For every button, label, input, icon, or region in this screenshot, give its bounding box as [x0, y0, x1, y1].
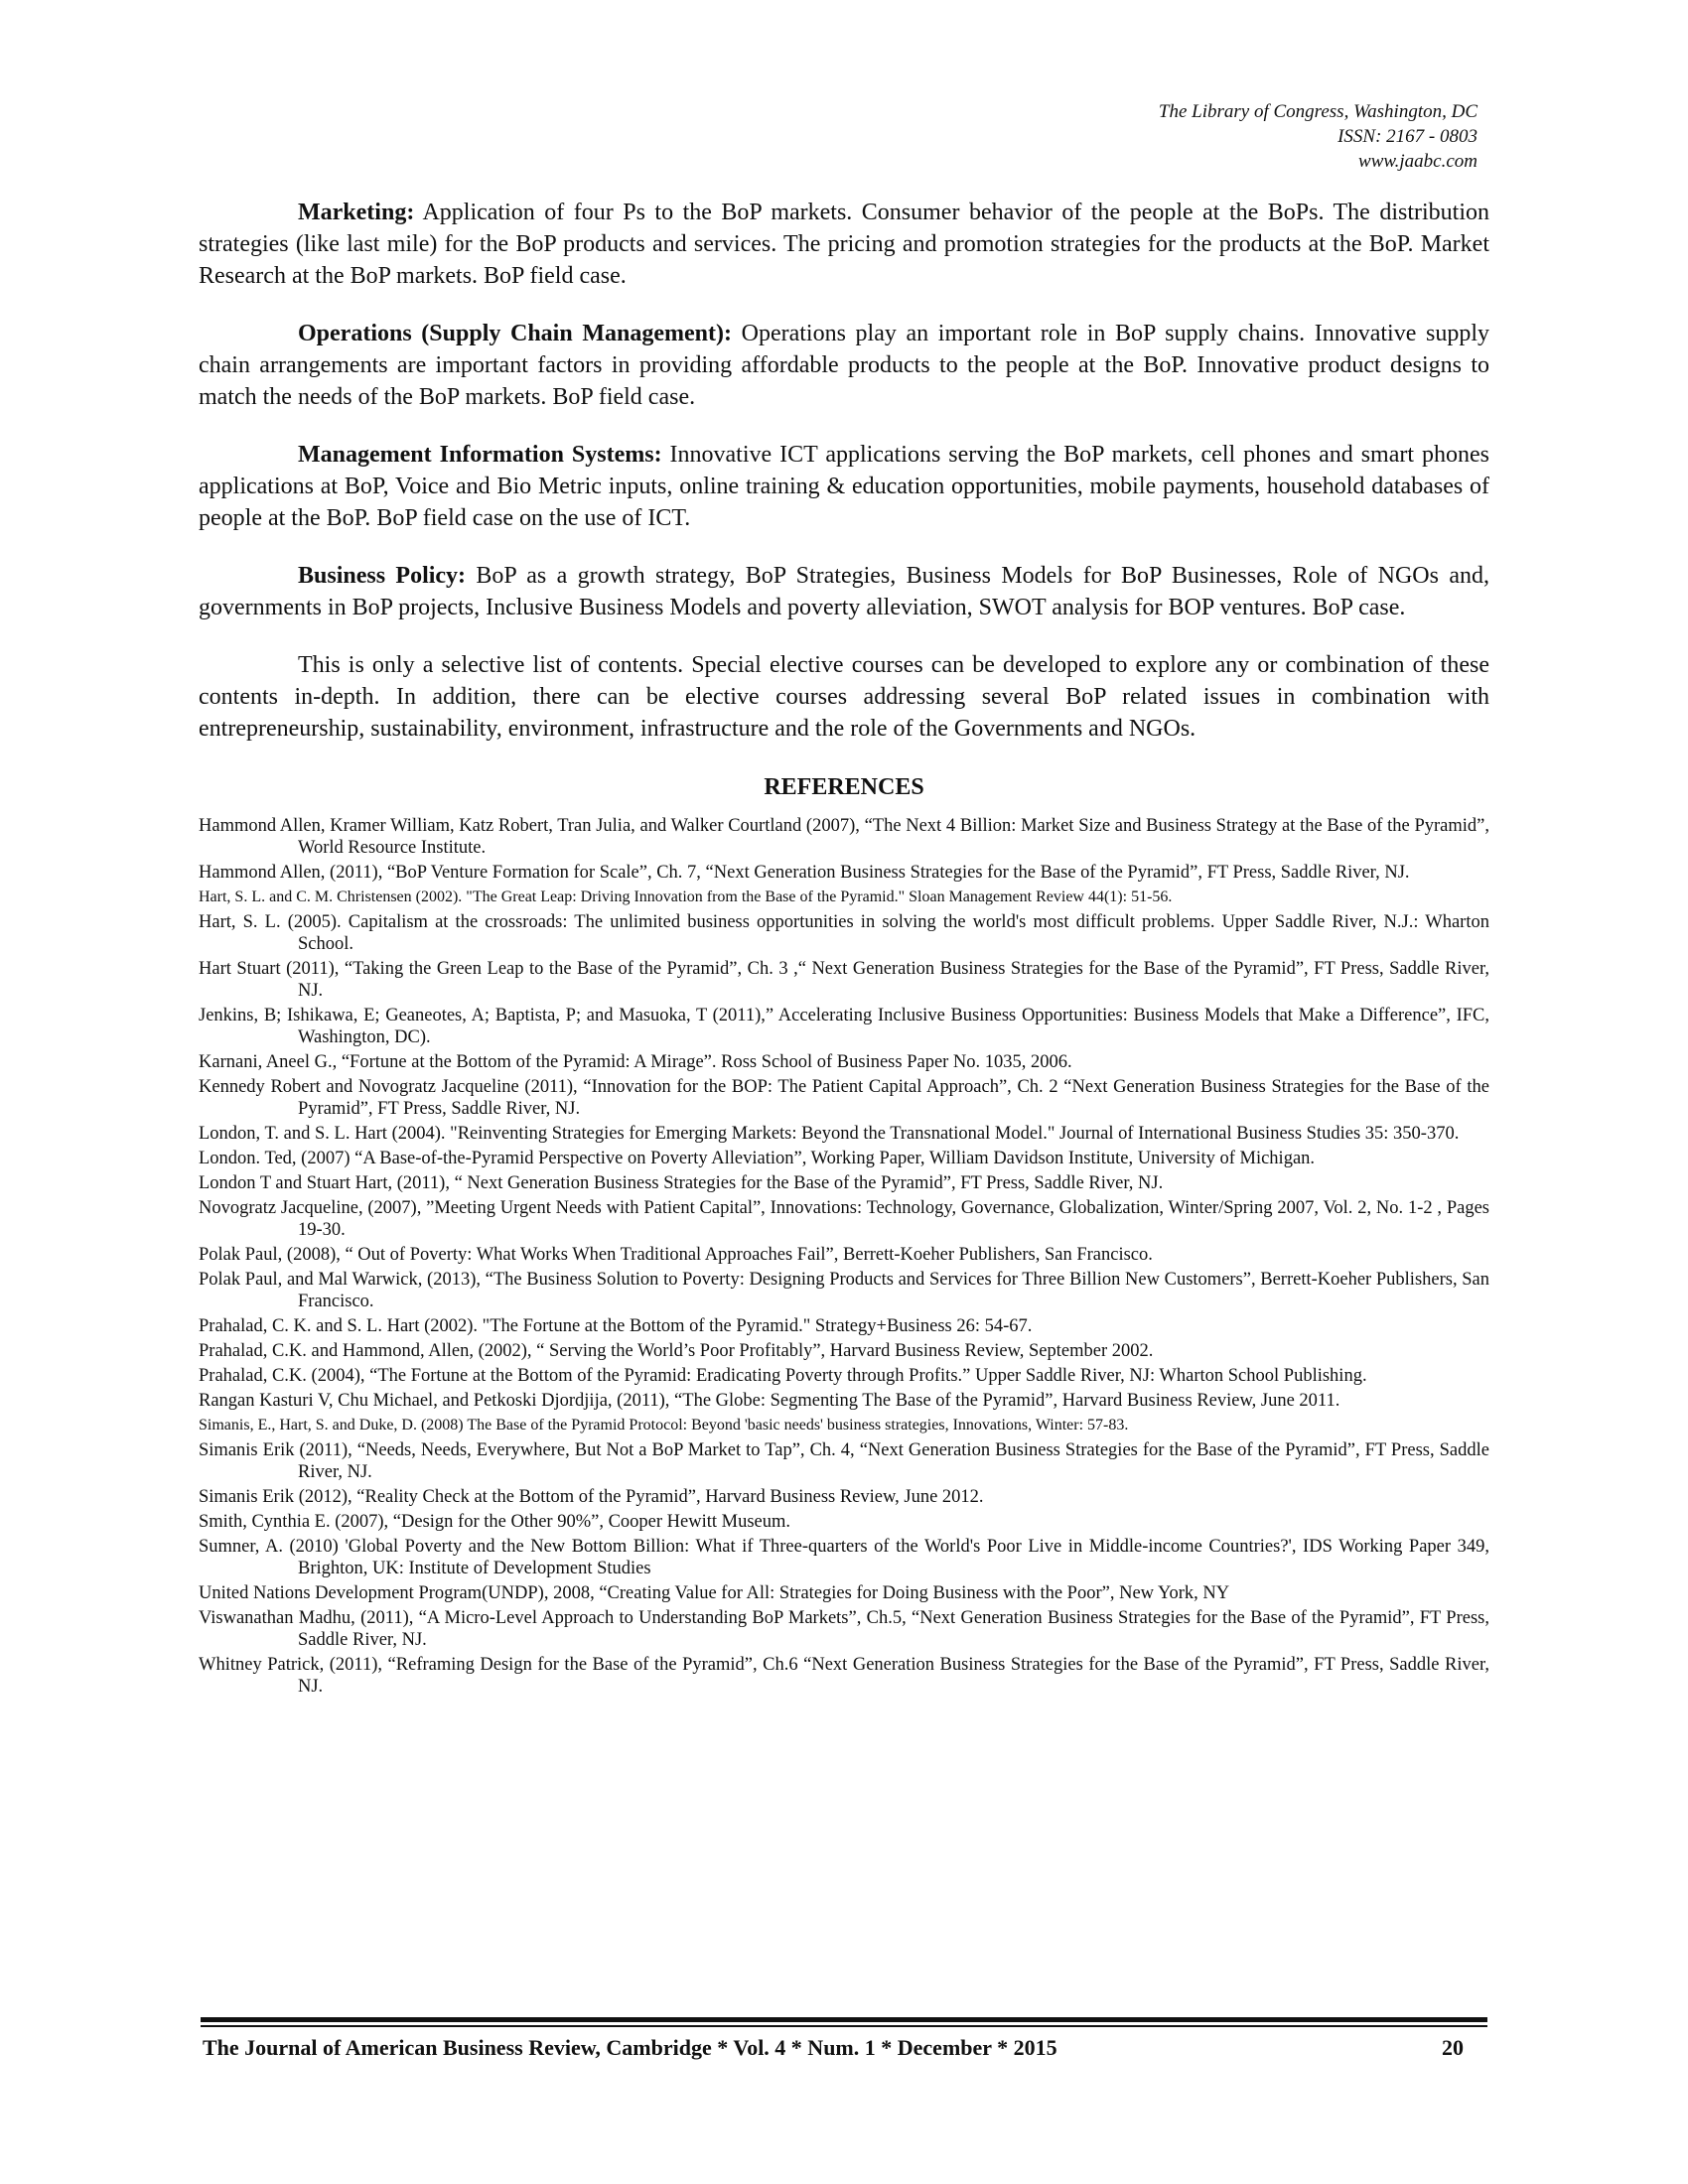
paragraph-heading: Management Information Systems: [298, 442, 662, 468]
reference-item: Simanis Erik (2011), “Needs, Needs, Everywhere, But Not a BoP Market to Tap”, Ch. 4, “Next Generation Business Strategies for the Base of the Pyramid”, FT Press, Saddle River, NJ. [199, 1440, 1489, 1482]
footer-rule-thick [201, 2017, 1487, 2022]
reference-item: Hart Stuart (2011), “Taking the Green Leap to the Base of the Pyramid”, Ch. 3 ,“ Next Generation Business Strategies for the Base of the Pyramid”, FT Press, Saddle River, NJ. [199, 959, 1489, 1001]
reference-item: Smith, Cynthia E. (2007), “Design for the Other 90%”, Cooper Hewitt Museum. [199, 1512, 791, 1532]
reference-item: United Nations Development Program(UNDP), 2008, “Creating Value for All: Strategies for Doing Business with the Poor”, New York, NY [199, 1583, 1230, 1603]
reference-item: Hammond Allen, Kramer William, Katz Robert, Tran Julia, and Walker Courtland (2007), “The Next 4 Billion: Market Size and Business Strategy at the Base of the Pyramid”, World Resource Institute. [199, 816, 1489, 858]
paragraph-mis [199, 439, 1489, 534]
page-footer [203, 2035, 1464, 2061]
reference-item: Rangan Kasturi V, Chu Michael, and Petkoski Djordjija, (2011), “The Globe: Segmenting The Base of the Pyramid”, Harvard Business Review, June 2011. [199, 1391, 1340, 1411]
paragraph-heading: Business Policy: [298, 563, 467, 589]
paragraph-marketing [199, 197, 1489, 292]
page-number: 20 [1442, 2035, 1464, 2060]
reference-item: London, T. and S. L. Hart (2004). "Reinventing Strategies for Emerging Markets: Beyond the Transnational Model." Journal of International Business Studies 35: 350-370. [199, 1124, 1460, 1144]
reference-item: Whitney Patrick, (2011), “Reframing Design for the Base of the Pyramid”, Ch.6 “Next Generation Business Strategies for the Base of the Pyramid”, FT Press, Saddle River, NJ. [199, 1655, 1489, 1697]
reference-item: London. Ted, (2007) “A Base-of-the-Pyramid Perspective on Poverty Alleviation”, Working Paper, William Davidson Institute, University of Michigan. [199, 1149, 1316, 1168]
reference-item: Novogratz Jacqueline, (2007), ”Meeting Urgent Needs with Patient Capital”, Innovations: Technology, Governance, Globalization, Winter/Spring 2007, Vol. 2, No. 1-2 , Pages 19-30. [199, 1198, 1489, 1240]
header-issn: ISSN: 2167 - 0803 [1337, 126, 1477, 147]
paragraph-text: This is only a selective list of contents. Special elective courses can be developed to explore any or combination of these contents in-depth. In addition, there can be elective courses addressing several BoP related issues in combination with entrepreneurship, sustainability, environment, infrastructure and the role of the Governments and NGOs. [199, 652, 1489, 742]
reference-item: Sumner, A. (2010) 'Global Poverty and the New Bottom Billion: What if Three-quarters of the World's Poor Live in Middle-income Countries?', IDS Working Paper 349, Brighton, UK: Institute of Development Studies [199, 1537, 1489, 1578]
reference-item: Viswanathan Madhu, (2011), “A Micro-Level Approach to Understanding BoP Markets”, Ch.5, “Next Generation Business Strategies for the Base of the Pyramid”, FT Press, Saddle River, NJ. [199, 1608, 1489, 1650]
reference-item: Karnani, Aneel G., “Fortune at the Bottom of the Pyramid: A Mirage”. Ross School of Business Paper No. 1035, 2006. [199, 1052, 1072, 1072]
footer-rule-thin [201, 2025, 1487, 2027]
page-header [1159, 99, 1477, 174]
paragraph-heading: Marketing: [298, 200, 415, 225]
references-title: REFERENCES [764, 774, 924, 800]
reference-item: Prahalad, C. K. and S. L. Hart (2002). "The Fortune at the Bottom of the Pyramid." Strategy+Business 26: 54-67. [199, 1316, 1033, 1336]
paragraph-text: Application of four Ps to the BoP markets. Consumer behavior of the people at the BoPs. The distribution strategies (like last mile) for the BoP products and services. The pricing and promotion strategies for the products at the BoP. Market Research at the BoP markets. BoP field case. [199, 200, 1489, 289]
reference-item: Prahalad, C.K. and Hammond, Allen, (2002), “ Serving the World’s Poor Profitably”, Harvard Business Review, September 2002. [199, 1341, 1154, 1361]
paragraph-business-policy [199, 560, 1489, 623]
reference-item: Prahalad, C.K. (2004), “The Fortune at the Bottom of the Pyramid: Eradicating Poverty through Profits.” Upper Saddle River, NJ: Wharton School Publishing. [199, 1366, 1367, 1386]
header-publisher: The Library of Congress, Washington, DC [1158, 101, 1477, 122]
reference-item: Simanis Erik (2012), “Reality Check at the Bottom of the Pyramid”, Harvard Business Review, June 2012. [199, 1487, 984, 1507]
reference-item: Simanis, E., Hart, S. and Duke, D. (2008) The Base of the Pyramid Protocol: Beyond 'basic needs' business strategies, Innovations, Winter: 57-83. [199, 1417, 1129, 1433]
paragraph-text: BoP as a growth strategy, BoP Strategies, Business Models for BoP Businesses, Role of NGOs and, governments in BoP projects, Inclusive Business Models and poverty alleviation, SWOT analysis for BOP ventures. BoP case. [199, 563, 1489, 620]
paragraph-operations [199, 318, 1489, 413]
reference-item: Hart, S. L. and C. M. Christensen (2002). "The Great Leap: Driving Innovation from the Base of the Pyramid." Sloan Management Review 44(1): 51-56. [199, 888, 1173, 905]
reference-item: London T and Stuart Hart, (2011), “ Next Generation Business Strategies for the Base of the Pyramid”, FT Press, Saddle River, NJ. [199, 1173, 1164, 1193]
paragraph-text: Operations play an important role in BoP supply chains. Innovative supply chain arrangements are important factors in providing affordable products to the people at the BoP. Innovative product designs to match the needs of the BoP markets. BoP field case. [199, 321, 1490, 410]
reference-item: Polak Paul, and Mal Warwick, (2013), “The Business Solution to Poverty: Designing Products and Services for Three Billion New Customers”, Berrett-Koeher Publishers, San Francisco. [199, 1270, 1489, 1311]
paragraph-text: Innovative ICT applications serving the BoP markets, cell phones and smart phones applications at BoP, Voice and Bio Metric inputs, online training & education opportunities, mobile payments, household databases of people at the BoP. BoP field case on the use of ICT. [199, 442, 1489, 531]
article-body [199, 197, 1489, 1701]
reference-item: Kennedy Robert and Novogratz Jacqueline (2011), “Innovation for the BOP: The Patient Capital Approach”, Ch. 2 “Next Generation Business Strategies for the Base of the Pyramid”, FT Press, Saddle River, NJ. [199, 1077, 1489, 1119]
reference-item: Hart, S. L. (2005). Capitalism at the crossroads: The unlimited business opportunities in solving the world's most difficult problems. Upper Saddle River, N.J.: Wharton School. [199, 912, 1489, 954]
footer-journal-info: The Journal of American Business Review, Cambridge * Vol. 4 * Num. 1 * December * 2015 [203, 2035, 1057, 2060]
paragraph-heading: Operations (Supply Chain Management): [298, 321, 732, 346]
reference-item: Jenkins, B; Ishikawa, E; Geaneotes, A; Baptista, P; and Masuoka, T (2011),” Accelerating Inclusive Business Opportunities: Business Models that Make a Difference”, IFC, Washington, DC). [199, 1006, 1489, 1047]
reference-item: Polak Paul, (2008), “ Out of Poverty: What Works When Traditional Approaches Fail”, Berrett-Koeher Publishers, San Francisco. [199, 1245, 1153, 1265]
paragraph-summary [199, 649, 1489, 745]
reference-item: Hammond Allen, (2011), “BoP Venture Formation for Scale”, Ch. 7, “Next Generation Business Strategies for the Base of the Pyramid”, FT Press, Saddle River, NJ. [199, 863, 1410, 883]
header-website: www.jaabc.com [1358, 151, 1477, 172]
references-list [199, 815, 1489, 1698]
